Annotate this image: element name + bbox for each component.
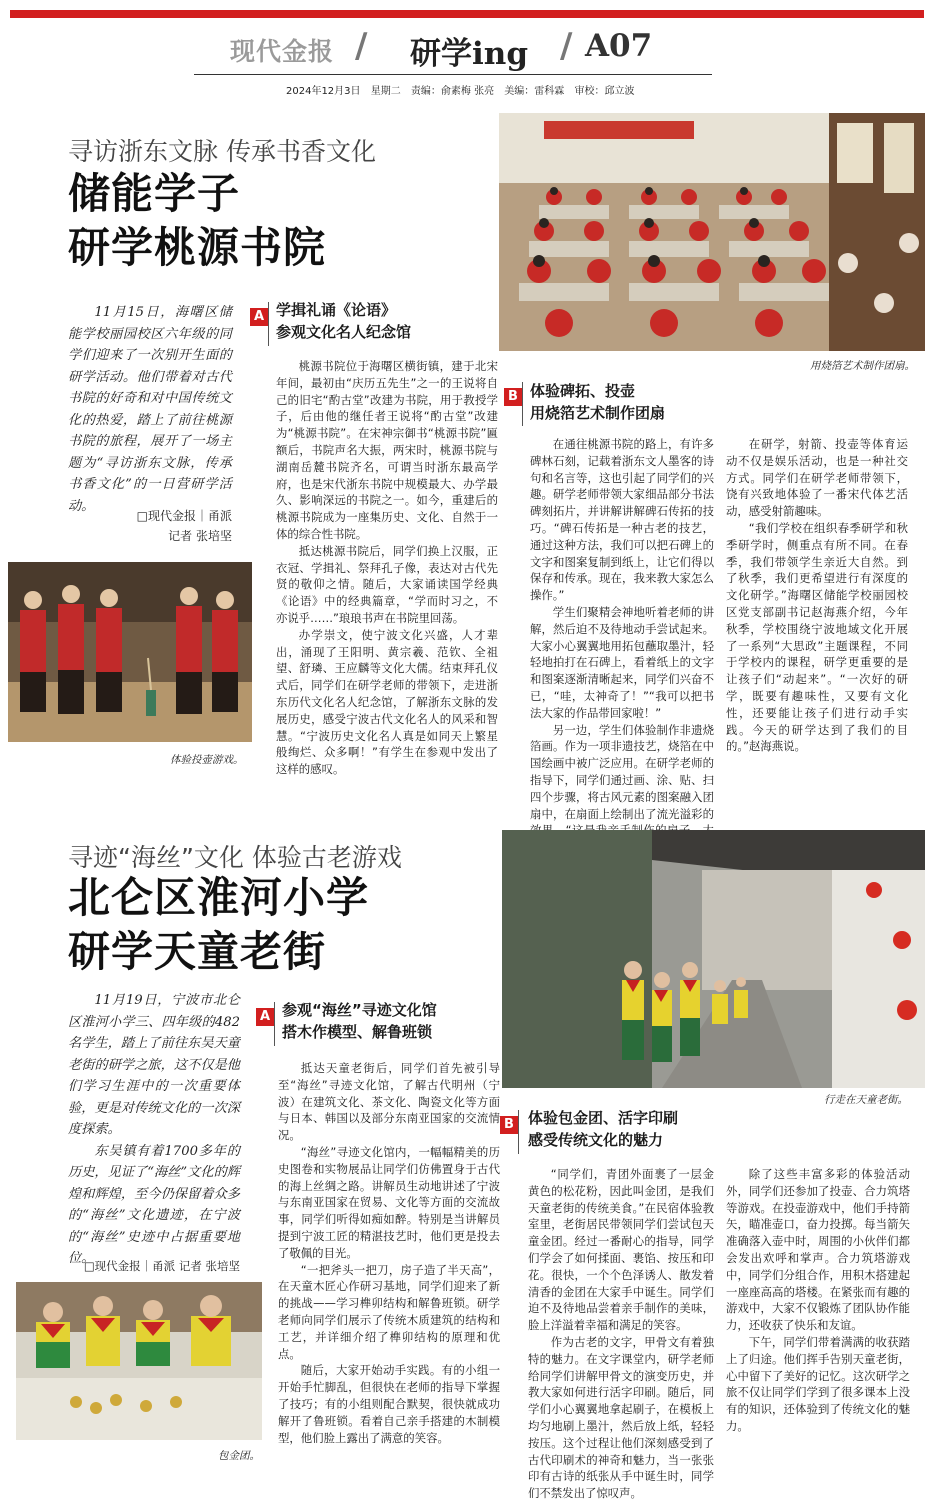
photo-golden-dumplings xyxy=(16,1282,262,1440)
story2-section-b-bracket xyxy=(518,1110,519,1154)
story1-lead-text: 11月15日，海曙区储能学校丽园校区六年级的同学们迎来了一次别开生面的研学活动。他们带着对古代书院的好奇和对中国传统文化的热爱，踏上了前往桃源书院的旅程，展开了一场主题为“寻访浙东文脉，传承书香文化”的一日营研学活动。 xyxy=(68,305,232,514)
story1-credit-reporter: 记者 张培坚 xyxy=(168,529,232,543)
story2-a-para4: 随后，大家开始动手实践。有的小组一开始手忙脚乱，但很快在老师的指导下掌握了技巧；有的小组则配合默契，很快就成功解开了鲁班锁。看着自己亲手搭建的木制模型，他们脸上露出了满意的笑容。 xyxy=(278,1363,500,1445)
story2-b-para1: “同学们，青团外面裹了一层金黄色的松花粉，因此叫金团，是我们天童老街的传统美食。”在民宿体验教室里，老街居民带领同学们尝试包天童金团。经过一番耐心的指导，同学们学会了如何揉面、裹馅、按压和印花。很快，一个个色泽诱人、散发着清香的金团在大家手中诞生。同学们迫不及待地品尝着亲手制作的美味，脸上洋溢着幸福和满足的笑容。 xyxy=(528,1167,714,1333)
caption-golden-dumplings: 包金团。 xyxy=(218,1450,260,1462)
story1-section-b-body-right xyxy=(726,436,908,804)
story2-subtitle: 寻迹“海丝”文化 体验古老游戏 xyxy=(68,843,402,872)
newspaper-brand: 现代金报 xyxy=(230,37,335,66)
story1-section-a-badge: A xyxy=(250,308,268,326)
story2-lead xyxy=(68,990,240,1270)
page-number: A07 xyxy=(585,28,653,64)
story1-b-para5: “我们学校在组织春季研学和秋季研学时，侧重点有所不同。在春季，我们带领学生亲近大自然。到了秋季，我们更希望进行有深度的文化研学。”海曙区储能学校丽园校区党支部副书记赵海燕介绍，今年秋季，学校围绕宁波地域文化开展了一系列“大思政”主题课程，不同于学校内的课程，研学更重要的是让孩子们“动起来”。“一次好的研学，既要有趣味性，又要有文化性，还要能让孩子们进行动手实践。今天的研学达到了我们的目的。”赵海燕说。 xyxy=(726,520,908,754)
photo-pitch-pot-game xyxy=(8,562,252,742)
story2-section-b-badge: B xyxy=(500,1116,518,1134)
story2-headline-line2: 研学天童老街 xyxy=(68,927,327,976)
divider-slash: / xyxy=(560,26,573,66)
story2-a-para3: “一把斧头一把刀，房子造了半天高”，在天童木匠心作研习基地，同学们迎来了新的挑战——学习榫卯结构和解鲁班锁。研学老师向同学们展示了传统木质建筑的结构和工艺，并详细介绍了榫卯结构的原理和优点。 xyxy=(278,1262,500,1361)
caption-fan-making: 用烧箔艺术制作团扇。 xyxy=(810,360,915,372)
story1-section-b-badge: B xyxy=(504,388,522,406)
top-red-bar xyxy=(10,10,924,18)
story1-section-a-bracket xyxy=(268,302,269,346)
story1-b-para3: 另一边，学生们体验制作非遗烧箔画。作为一项非遗技艺，烧箔在中国绘画中被广泛应用。在研学老师的指导下，同学们通过画、涂、贴、扫四个步骤，将古风元素的图案融入团扇中，在扇面上绘制出了流光溢彩的 xyxy=(530,722,714,821)
editor-credit: 责编：俞素梅 张亮 xyxy=(410,86,495,97)
issue-date: 2024年12月3日 xyxy=(286,86,361,97)
story1-b-para4: 在研学，射箭、投壶等体育运动不仅是娱乐活动，也是一种社交方式。同学们在研学老师带领下，饶有兴致地体验了一番宋代体艺活动，感受射箭趣味。 xyxy=(726,437,908,519)
photo-old-street xyxy=(502,830,925,1088)
story1-lead xyxy=(68,302,232,517)
story1-a-para1: 桃源书院位于海曙区横街镇，建于北宋年间，最初由“庆历五先生”之一的王说将自己的旧宅“酌古堂”改建为书院，用于教授学子，后由他的继任者王说将“酌古堂”改建为“桃源书院”。在宋神宗御书“桃源书院”匾额后，书院声名大振，两宋时，桃源书院与湖南岳麓书院齐名，可谓当时浙东最高学府，也是宋代浙东书院中规模最大、办学最久、影响深远的书院之一。如今，重建后的桃源书院成为一座集历史、文化、自然于一体的综合性书院。 xyxy=(276,359,498,541)
divider-slash: / xyxy=(355,26,368,66)
proof-credit: 审校：邱立波 xyxy=(574,86,635,97)
designer-credit: 美编：雷科霖 xyxy=(504,86,565,97)
story1-a-para2: 抵达桃源书院后，同学们换上汉服，正衣冠、学揖礼、祭拜孔子像，表达对古代先贤的敬仰之情。随后，大家诵读国学经典《论语》中的经典篇章，“学而时习之，不亦说乎……”琅琅书声在书院里回荡。 xyxy=(276,543,498,625)
story2-a-para2: “海丝”寻迹文化馆内，一幅幅精美的历史图卷和实物展品让同学们仿佛置身于古代的海上丝绸之路。讲解员生动地讲述了宁波与东南亚国家在贸易、文化等方面的交流故事，同学们听得如痴如醉。特别是当讲解员提到宁波工匠的精湛技艺时，他们更是投去了敬佩的目光。 xyxy=(278,1144,500,1260)
story1-headline-line1: 储能学子 xyxy=(68,169,241,218)
story1-b-para1: 在通往桃源书院的路上，有许多碑林石刻，记载着浙东文人墨客的诗句和名言等，这也引起了同学们的兴趣。研学老师带领大家细品部分书法碑刻拓片，并讲解讲解碑石传拓的技巧。“碑石传拓是一种古老的技艺，通过这种方法，我们可以把石碑上的文字和图案复制到纸上，让它们得以保存和传承。现在，我来教大家怎么操作。” xyxy=(530,437,714,603)
story2-b-para3: 除了这些丰富多彩的体验活动外，同学们还参加了投壶、合力筑塔等游戏。在投壶游戏中，他们手持箭矢，瞄准壶口，奋力投掷。每当箭矢准确落入壶中时，周围的小伙伴们都会发出欢呼和掌声。合力筑塔游戏中，同学们分组合作，用积木搭建起一座座高高的塔楼。在紧张而有趣的游戏中，大家不仅锻炼了团队协作能力，还收获了快乐和友谊。 xyxy=(726,1167,910,1333)
story2-credit: □现代金报｜甬派 记者 张培坚 xyxy=(83,1259,240,1273)
story1-section-a-title1: 学揖礼诵《论语》 xyxy=(276,301,397,319)
story2-section-b-body-right xyxy=(726,1166,910,1472)
caption-old-street: 行走在天童老街。 xyxy=(824,1094,908,1106)
masthead-rule xyxy=(194,74,712,75)
story1-section-b-title1: 体验碑拓、投壶 xyxy=(530,382,636,400)
story1-section-b-bracket xyxy=(522,382,523,426)
dateline xyxy=(286,82,641,97)
story1-section-a-body xyxy=(276,358,498,804)
caption-pitch-pot: 体验投壶游戏。 xyxy=(170,754,244,766)
column-title: 研学ing xyxy=(410,36,528,72)
story2-lead-para1: 11月19日，宁波市北仑区淮河小学三、四年级的482名学生，踏上了前往东吴天童老街的研学之旅，这不仅是他们学习生涯中的一次重要体验，更是对传统文化的一次深度探索。 xyxy=(68,993,240,1137)
story1-credit-source: □现代金报｜甬派 xyxy=(136,509,232,523)
story1-section-b-body-left xyxy=(530,436,714,821)
story2-section-a-title1: 参观“海丝”寻迹文化馆 xyxy=(282,1001,437,1019)
story2-b-para4: 下午，同学们带着满满的收获踏上了归途。他们挥手告别天童老街，心中留下了美好的记忆。这次研学之旅不仅让同学们学到了很多课本上没有的知识，还体验到了传统文化的魅力。 xyxy=(726,1334,910,1433)
issue-weekday: 星期二 xyxy=(370,86,401,97)
story1-subtitle: 寻访浙东文脉 传承书香文化 xyxy=(68,137,376,166)
story2-section-a-badge: A xyxy=(256,1008,274,1026)
story2-section-b-body-left xyxy=(528,1166,714,1501)
story2-lead-para2: 东吴镇有着1700多年的历史，见证了“海丝”文化的辉煌和辉煌，至今仍保留着众多的“海丝”文化遗迹，在宁波的“海丝”史迹中占据重要地位。 xyxy=(68,1143,240,1266)
story2-section-b-title1: 体验包金团、活字印刷 xyxy=(528,1109,679,1127)
story2-section-a-bracket xyxy=(274,1002,275,1046)
story1-b-para2: 学生们聚精会神地听着老师的讲解，然后迫不及待地动手尝试起来。大家小心翼翼地用拓包蘸取墨汁，轻轻地拍打在石碑上，看着纸上的文字和图案逐渐清晰起来，同学们兴奋不已，“哇，太神奇了！”“我可以把书法大家的作品带回家啦！” xyxy=(530,604,714,720)
story1-a-para3: 办学崇文，使宁波文化兴盛，人才辈出，涌现了王阳明、黄宗羲、范钦、全祖望、舒璘、王应麟等文化大儒。结束拜孔仪式后，同学们在研学老师的带领下，走进浙东历代文化名人纪念馆，了解浙东文脉的发展历史，感受宁波古代文化名人的风采和智慧。“宁波历史文化名人真是如同天上繁星般绚烂、众多啊！”有学生在参观中发出了这样的感叹。 xyxy=(276,627,498,777)
story2-section-b-title2: 感受传统文化的魅力 xyxy=(528,1131,664,1149)
photo-fan-making xyxy=(499,113,925,351)
story1-section-b-title2: 用烧箔艺术制作团扇 xyxy=(530,404,666,422)
story2-section-a-title2: 搭木作模型、解鲁班锁 xyxy=(282,1023,433,1041)
story1-headline-line2: 研学桃源书院 xyxy=(68,223,327,272)
story2-b-para2: 作为古老的文字，甲骨文有着独特的魅力。在文字课堂内，研学老师给同学们讲解甲骨文的演变历史，并教大家如何进行活字印刷。随后，同学们小心翼翼地拿起刷子，在模板上均匀地刷上墨汁，然后放上纸，轻轻按压。这个过程让他们深刻感受到了古代印刷术的神奇和魅力，当一张张印有古诗的纸张从手中诞生时，同学们不禁发出了惊叹声。 xyxy=(528,1334,714,1501)
story2-headline-line1: 北仑区淮河小学 xyxy=(68,873,370,922)
story2-a-para1: 抵达天童老街后，同学们首先被引导至“海丝”寻迹文化馆，了解古代明州（宁波）在建筑文化、茶文化、陶瓷文化等方面与日本、韩国以及部分东南亚国家的交流情况。 xyxy=(278,1061,500,1143)
story2-section-a-body xyxy=(278,1060,500,1472)
story1-section-a-title2: 参观文化名人纪念馆 xyxy=(276,323,412,341)
story1-credit xyxy=(100,506,232,546)
